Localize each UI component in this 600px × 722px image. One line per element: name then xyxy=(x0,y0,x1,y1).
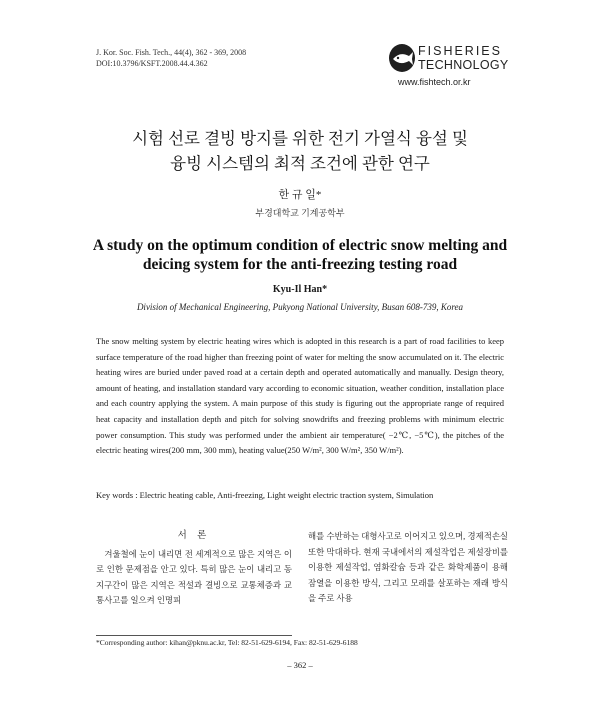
korean-title-line-2: 융빙 시스템의 최적 조건에 관한 연구 xyxy=(170,154,430,173)
fish-logo-icon xyxy=(388,43,416,73)
english-title-line-2: deicing system for the anti-freezing testing road xyxy=(142,256,458,273)
footnote-divider xyxy=(96,635,292,636)
korean-title xyxy=(60,126,540,176)
logo-text-fisheries: FISHERIES xyxy=(418,44,502,58)
korean-affiliation: 부경대학교 기계공학부 xyxy=(255,208,345,218)
english-title xyxy=(60,236,540,274)
corresponding-author-footnote: *Corresponding author: kihan@pknu.ac.kr, Tel: 82-51-629-6194, Fax: 82-51-629-6188 xyxy=(96,638,358,647)
journal-line: J. Kor. Soc. Fish. Tech., 44(4), 362 - 369, 2008 xyxy=(96,48,247,57)
english-author: Kyu-Il Han* xyxy=(272,284,328,295)
abstract-paragraph: The snow melting system by electric heating wires which is adopted in this research is a part of road facilities to keep surface temperature of the road higher than freezing point of water for melting the snow accumulated on it. The electric heating wires are buried under paved road at a certain depth and operated automatically and manually. Design theory, amount of heating, and installation standard vary according to economic situation, weather condition, installation place and each country applying the system. A main purpose of this study is figuring out the appropriate range of required heat capacity and installation depth and pitch for solving snowdrifts and freezing problems with minimum electric power consumption. This study was performed under the ambient air temperature( −2℃, −5℃), the pitches of the electric heating wires(200 mm, 300 mm), heating value(250 W/m², 300 W/m², 350 W/m²). xyxy=(96,336,504,456)
body-left-column xyxy=(96,529,292,609)
korean-title-line-1: 시험 선로 결빙 방지를 위한 전기 가열식 융설 및 xyxy=(132,129,468,148)
left-column-text: 겨울철에 눈이 내리면 전 세계적으로 많은 지역은 이로 인한 문제점을 안고 있다. 특히 많은 눈이 내리고 동지구간이 많은 지역은 적설과 결빙으로 교통체증과 교통사고를 일으켜 인명피 xyxy=(96,549,292,605)
keywords: Key words : Electric heating cable, Anti-freezing, Light weight electric traction system, Simulation xyxy=(96,490,434,500)
english-affiliation: Division of Mechanical Engineering, Pukyong National University, Busan 608-739, Korea xyxy=(136,302,464,312)
journal-citation xyxy=(96,47,246,69)
korean-author: 한 규 일* xyxy=(278,189,322,201)
english-title-line-1: A study on the optimum condition of electric snow melting and xyxy=(92,237,508,254)
section-heading-introduction: 서 론 xyxy=(177,531,211,541)
doi-line: DOI:10.3796/KSFT.2008.44.4.362 xyxy=(96,59,208,68)
journal-logo xyxy=(388,43,508,95)
page-number: – 362 – xyxy=(287,660,313,670)
journal-url-link[interactable]: www.fishtech.or.kr xyxy=(398,77,471,87)
logo-text-technology: TECHNOLOGY xyxy=(418,58,509,72)
body-right-column: 해를 수반하는 대형사고로 이어지고 있으며, 경제적손실 또한 막대하다. 현재 국내에서의 제설작업은 제설장비를 이용한 제설작업, 염화칼슘 등과 같은 화학제품이 용해잠열을 이용한 방식, 그리고 모래를 살포하는 재래 방식을 주로 사용 xyxy=(308,532,508,603)
